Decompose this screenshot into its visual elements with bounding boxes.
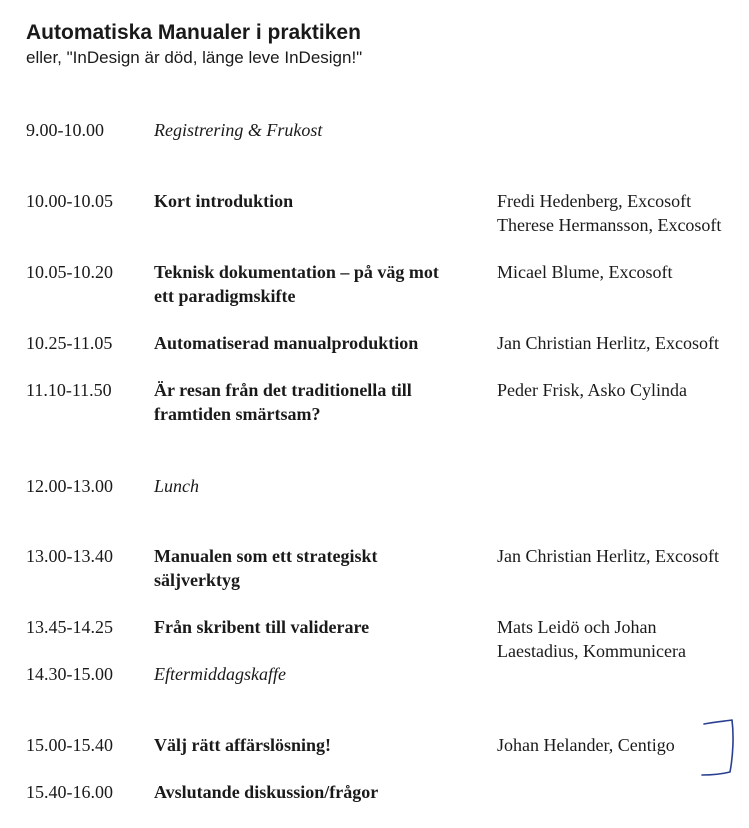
page-title: Automatiska Manualer i praktiken (26, 21, 361, 44)
session-time: 10.00-10.05 (26, 191, 113, 211)
session-speaker: Jan Christian Herlitz, Excosoft (497, 333, 719, 353)
session-speaker: Johan Helander, Centigo (497, 735, 675, 755)
session-title: Manualen som ett strategiskt säljverktyg (154, 546, 378, 590)
session-title: Välj rätt affärslösning! (154, 735, 331, 755)
session-time: 9.00-10.00 (26, 120, 104, 140)
session-time: 10.25-11.05 (26, 333, 113, 353)
session-time: 13.00-13.40 (26, 546, 113, 566)
session-speaker: Micael Blume, Excosoft (497, 262, 673, 282)
session-speaker: Jan Christian Herlitz, Excosoft (497, 546, 719, 566)
session-time: 14.30-15.00 (26, 664, 113, 684)
session-title: Kort introduktion (154, 191, 294, 211)
session-title: Registrering & Frukost (154, 120, 323, 140)
page-subtitle: eller, "InDesign är död, länge leve InDesign!" (26, 48, 363, 67)
handwritten-bracket-mark (698, 718, 738, 782)
session-time: 12.00-13.00 (26, 476, 113, 496)
session-time: 11.10-11.50 (26, 380, 112, 400)
session-time: 15.40-16.00 (26, 782, 113, 802)
session-title: Är resan från det traditionella till framtiden smärtsam? (154, 380, 412, 424)
session-title: Lunch (154, 476, 199, 496)
session-time: 13.45-14.25 (26, 617, 113, 637)
session-title: Från skribent till validerare (154, 617, 370, 637)
session-speaker: Mats Leidö och Johan Laestadius, Kommunicera (497, 617, 686, 661)
session-title: Automatiserad manualproduktion (154, 333, 419, 353)
session-title: Avslutande diskussion/frågor (154, 782, 379, 802)
session-time: 10.05-10.20 (26, 262, 113, 282)
session-title: Eftermiddagskaffe (154, 664, 286, 684)
session-speaker: Peder Frisk, Asko Cylinda (497, 380, 688, 400)
session-time: 15.00-15.40 (26, 735, 113, 755)
session-speaker: Fredi Hedenberg, Excosoft Therese Hermansson, Excosoft (497, 191, 722, 235)
session-title: Teknisk dokumentation – på väg mot ett paradigmskifte (154, 262, 439, 306)
